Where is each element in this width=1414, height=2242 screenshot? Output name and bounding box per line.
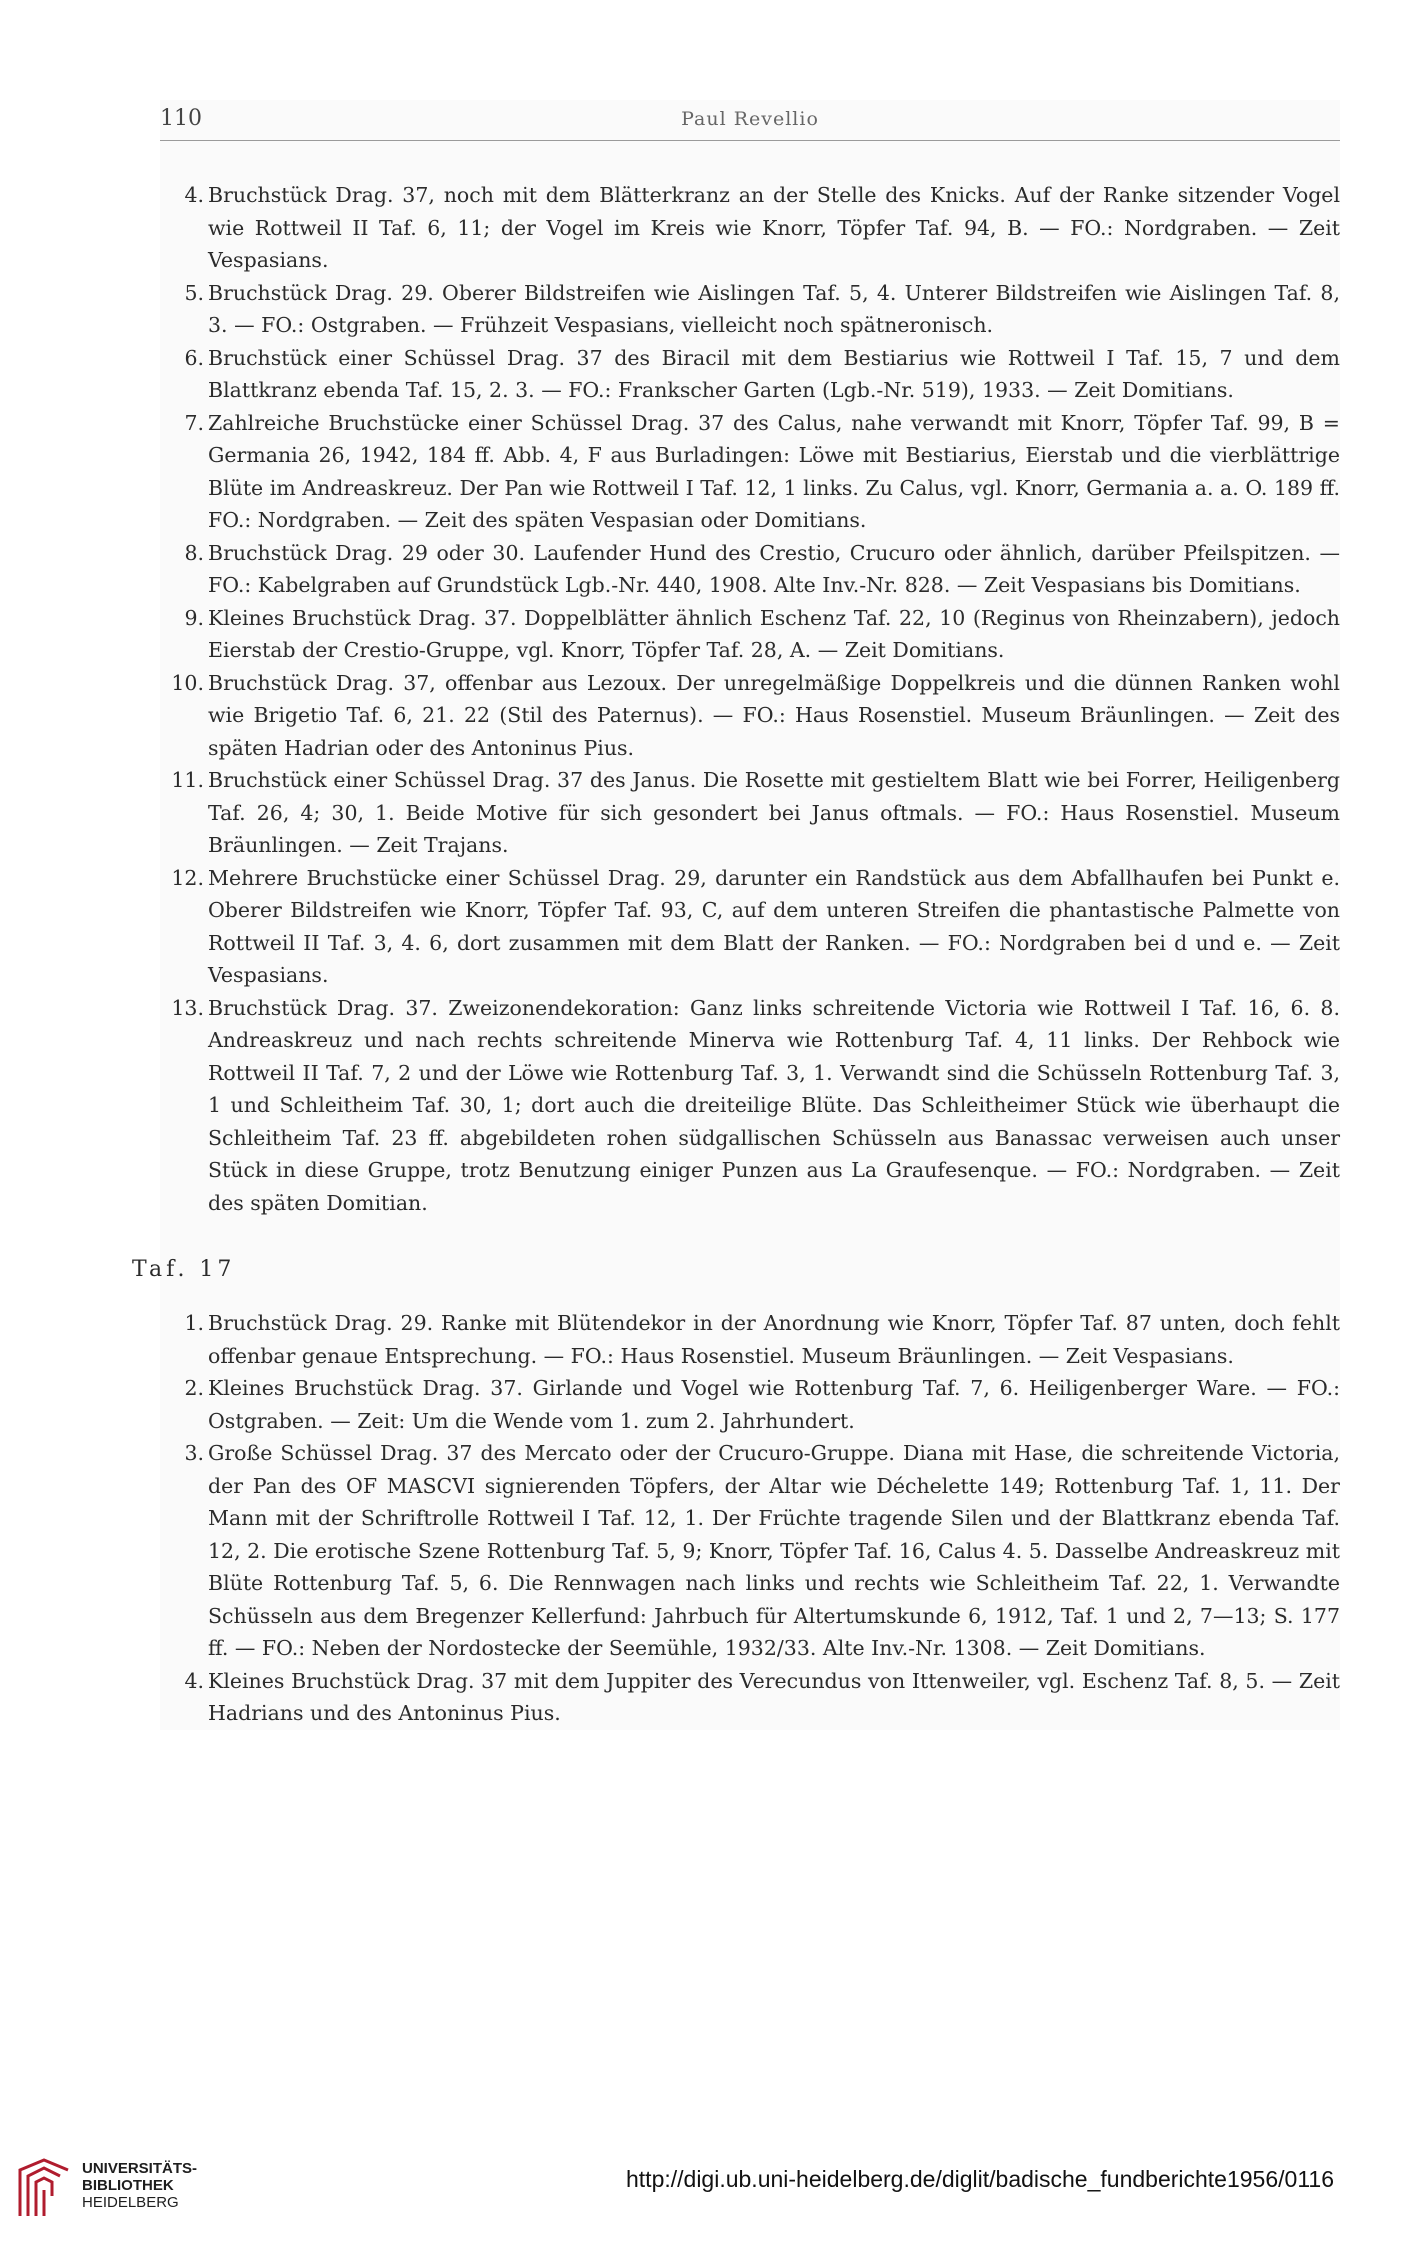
catalog-entry [160,1372,1340,1437]
catalog-entry [160,1665,1340,1730]
library-name-line1: UNIVERSITÄTS- [82,2160,198,2177]
entry-number: 8. [184,540,204,565]
entry-number: 10. [171,670,204,695]
entry-text: Bruchstück Drag. 29. Ranke mit Blütendekor in der Anordnung wie Knorr, Töpfer Taf. 87 unten, doch fehlt offenbar genaue Entsprechung. — FO.: Haus Rosenstiel. Museum Bräunlingen. — Zeit Vespasians. [208,1311,1340,1368]
entry-text: Bruchstück Drag. 29. Oberer Bildstreifen wie Aislingen Taf. 5, 4. Unterer Bildstreifen wie Aislingen Taf. 8, 3. — FO.: Ostgraben. — Frühzeit Vespasians, vielleicht noch spätneronisch. [208,280,1340,337]
library-name-line2: BIBLIOTHEK [82,2177,174,2194]
entry-number: 4. [184,183,204,207]
catalog-entry [160,862,1340,992]
entry-text: Mehrere Bruchstücke einer Schüssel Drag. 29, darunter ein Randstück aus dem Abfallhaufen bei Punkt e. Oberer Bildstreifen wie Knorr, Töpfer Taf. 93, C, auf dem unteren Streifen die phantastische Palmette von Rottweil II Taf. 3, 4. 6, dort zusammen mit dem Blatt der Ranken. — FO.: Nordgraben bei d und e. — Zeit Vespasians. [208,865,1340,987]
entry-number: 1. [184,1311,204,1335]
entry-number: 3. [184,1441,204,1465]
entry-number: 7. [184,410,204,435]
entry-text: Bruchstück Drag. 29 oder 30. Laufender Hund des Crestio, Crucuro oder ähnlich, darüber Pfeilspitzen. — FO.: Kabelgraben auf Grundstück Lgb.-Nr. 440, 1908. Alte Inv.-Nr. 828. — Zeit Vespasians bis Domitians. [208,540,1340,597]
entry-text: Bruchstück einer Schüssel Drag. 37 des Biracil mit dem Bestiarius wie Rottweil I Taf. 15, 7 und dem Blattkranz ebenda Taf. 15, 2. 3. — FO.: Frankscher Garten (Lgb.-Nr. 519), 1933. — Zeit Domitians. [208,345,1340,402]
entry-text: Große Schüssel Drag. 37 des Mercato oder der Crucuro-Gruppe. Diana mit Hase, die schreitende Victoria, der Pan des OF MASCVI signierenden Töpfers, der Altar wie Déchelette 149; Rottenburg Taf. 1, 11. Der Mann mit der Schriftrolle Rottweil I Taf. 12, 1. Der Früchte tragende Silen und der Blattkranz ebenda Taf. 12, 2. Die erotische Szene Rottenburg Taf. 5, 9; Knorr, Töpfer Taf. 16, Calus 4. 5. Dasselbe Andreaskreuz mit Blüte Rottenburg Taf. 5, 6. Die Rennwagen nach links und rechts wie Schleitheim Taf. 22, 1. Verwandte Schüsseln aus dem Bregenzer Kellerfund: Jahrbuch für Altertumskunde 6, 1912, Taf. 1 und 2, 7—13; S. 177 ff. — FO.: Neben der Nordostecke der Seemühle, 1932/33. Alte Inv.-Nr. 1308. — Zeit Domitians. [208,1441,1340,1660]
section-heading: Taf. 17 [132,1257,236,1282]
catalog-entry [160,667,1340,765]
entry-text: Kleines Bruchstück Drag. 37 mit dem Juppiter des Verecundus von Ittenweiler, vgl. Eschenz Taf. 8, 5. — Zeit Hadrians und des Antoninus Pius. [208,1668,1340,1725]
entry-number: 13. [171,995,204,1020]
page-number: 110 [160,106,202,131]
entries-list-b [160,1307,1340,1730]
library-name-line3: HEIDELBERG [82,2194,179,2211]
entry-text: Bruchstück Drag. 37, offenbar aus Lezoux. Der unregelmäßige Doppelkreis und die dünnen Ranken wohl wie Brigetio Taf. 6, 21. 22 (Stil des Paternus). — FO.: Haus Rosenstiel. Museum Bräunlingen. — Zeit des späten Hadrian oder des Antoninus Pius. [208,670,1340,760]
running-title: Paul Revellio [681,108,819,130]
catalog-entry [160,342,1340,407]
entry-number: 6. [184,345,204,370]
page-footer [0,2140,1414,2242]
entry-number: 12. [171,865,204,890]
source-url[interactable]: http://digi.ub.uni-heidelberg.de/diglit/badische_fundberichte1956/0116 [626,2166,1334,2192]
document-page [132,100,1340,1730]
catalog-entry [160,1307,1340,1372]
entry-number: 9. [184,605,204,630]
entry-number: 4. [184,1668,204,1693]
entry-number: 5. [184,280,204,305]
catalog-entry [160,277,1340,342]
library-name [82,2160,197,2211]
catalog-entry [160,602,1340,667]
entry-text: Zahlreiche Bruchstücke einer Schüssel Drag. 37 des Calus, nahe verwandt mit Knorr, Töpfer Taf. 99, B = Germania 26, 1942, 184 ff. Abb. 4, F aus Burladingen: Löwe mit Bestiarius, Eierstab und die vierblättrige Blüte im Andreaskreuz. Der Pan wie Rottweil I Taf. 12, 1 links. Zu Calus, vgl. Knorr, Germania a. a. O. 189 ff. FO.: Nordgraben. — Zeit des späten Vespasian oder Domitians. [208,410,1340,532]
page-header [160,100,1340,141]
entries-list-a [160,179,1340,1219]
catalog-entry [160,407,1340,537]
entry-number: 11. [171,768,204,792]
ub-heidelberg-logo-icon [14,2156,76,2220]
entry-text: Bruchstück Drag. 37, noch mit dem Blätterkranz an der Stelle des Knicks. Auf der Ranke sitzender Vogel wie Rottweil II Taf. 6, 11; der Vogel im Kreis wie Knorr, Töpfer Taf. 94, B. — FO.: Nordgraben. — Zeit Vespasians. [208,183,1340,272]
catalog-entry [160,537,1340,602]
entry-text: Bruchstück einer Schüssel Drag. 37 des Janus. Die Rosette mit gestieltem Blatt wie bei Forrer, Heiligenberg Taf. 26, 4; 30, 1. Beide Motive für sich gesondert bei Janus oftmals. — FO.: Haus Rosenstiel. Museum Bräunlingen. — Zeit Trajans. [208,768,1340,857]
catalog-entry [160,1437,1340,1665]
entry-number: 2. [184,1376,204,1400]
catalog-entry [160,764,1340,862]
catalog-entry [160,179,1340,277]
catalog-entry [160,992,1340,1220]
entry-text: Kleines Bruchstück Drag. 37. Doppelblätter ähnlich Eschenz Taf. 22, 10 (Reginus von Rheinzabern), jedoch Eierstab der Crestio-Gruppe, vgl. Knorr, Töpfer Taf. 28, A. — Zeit Domitians. [208,605,1340,662]
entry-text: Kleines Bruchstück Drag. 37. Girlande und Vogel wie Rottenburg Taf. 7, 6. Heiligenberger Ware. — FO.: Ostgraben. — Zeit: Um die Wende vom 1. zum 2. Jahrhundert. [208,1376,1340,1433]
entry-text: Bruchstück Drag. 37. Zweizonendekoration: Ganz links schreitende Victoria wie Rottweil I Taf. 16, 6. 8. Andreaskreuz und nach rechts schreitende Minerva wie Rottenburg Taf. 4, 11 links. Der Rehbock wie Rottweil II Taf. 7, 2 und der Löwe wie Rottenburg Taf. 3, 1. Verwandt sind die Schüsseln Rottenburg Taf. 3, 1 und Schleitheim Taf. 30, 1; dort auch die dreiteilige Blüte. Das Schleitheimer Stück wie überhaupt die Schleitheim Taf. 23 ff. abgebildeten rohen südgallischen Schüsseln aus Banassac verweisen auch unser Stück in diese Gruppe, trotz Benutzung einiger Punzen aus La Graufesenque. — FO.: Nordgraben. — Zeit des späten Domitian. [208,995,1340,1215]
